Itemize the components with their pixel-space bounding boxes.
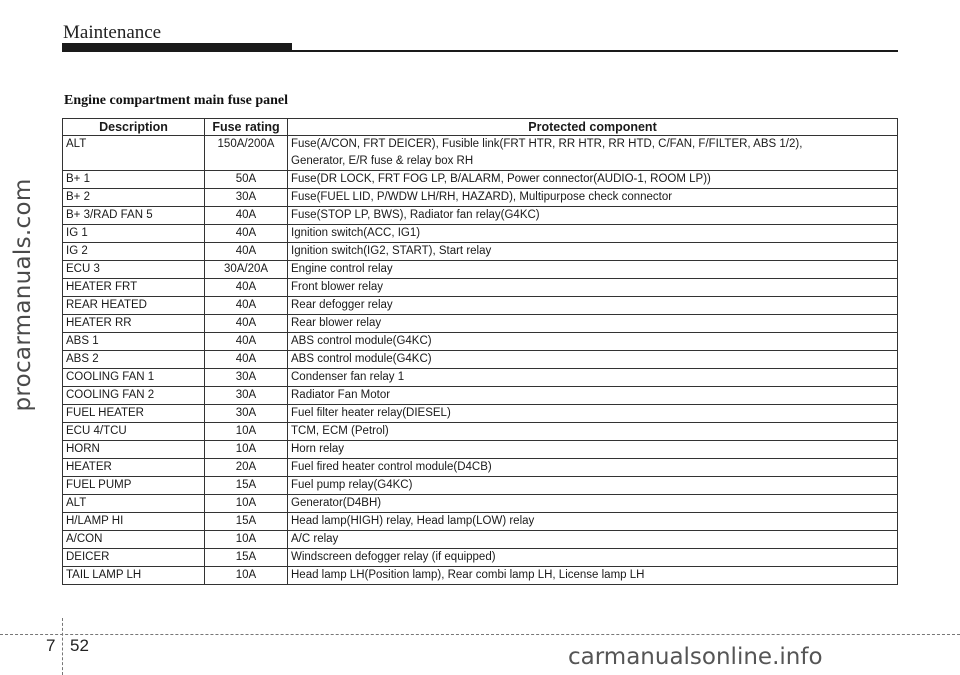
cell-description: B+ 2: [63, 189, 205, 207]
table-row: [63, 567, 898, 585]
cell-protected-component: Fuse(DR LOCK, FRT FOG LP, B/ALARM, Power connector(AUDIO-1, ROOM LP)): [288, 171, 898, 189]
cell-protected-component: Head lamp LH(Position lamp), Rear combi lamp LH, License lamp LH: [288, 567, 898, 585]
table-row: [63, 207, 898, 225]
table-row: [63, 136, 898, 171]
cell-description: HEATER FRT: [63, 279, 205, 297]
cell-fuse-rating: 10A: [205, 531, 288, 549]
cell-protected-component: ABS control module(G4KC): [288, 333, 898, 351]
cell-fuse-rating: 20A: [205, 459, 288, 477]
cell-description: REAR HEATED: [63, 297, 205, 315]
page-header-title: Maintenance: [63, 22, 162, 43]
page-number: 52: [70, 636, 89, 655]
cell-description: TAIL LAMP LH: [63, 567, 205, 585]
cell-protected-component: Fuse(FUEL LID, P/WDW LH/RH, HAZARD), Multipurpose check connector: [288, 189, 898, 207]
cell-fuse-rating: 30A/20A: [205, 261, 288, 279]
cell-protected-component: Fuse(STOP LP, BWS), Radiator fan relay(G4KC): [288, 207, 898, 225]
cell-fuse-rating: 50A: [205, 171, 288, 189]
cell-description: ALT: [63, 495, 205, 513]
table-row: [63, 387, 898, 405]
cell-fuse-rating: 40A: [205, 351, 288, 369]
cell-protected-component: Condenser fan relay 1: [288, 369, 898, 387]
cell-description: H/LAMP HI: [63, 513, 205, 531]
cell-protected-component: Fuel fired heater control module(D4CB): [288, 459, 898, 477]
table-row: [63, 495, 898, 513]
cell-fuse-rating: 40A: [205, 243, 288, 261]
footer-dashed-rule: [0, 634, 960, 635]
cell-fuse-rating: 40A: [205, 279, 288, 297]
table-row: [63, 369, 898, 387]
cell-fuse-rating: 30A: [205, 369, 288, 387]
cell-fuse-rating: 10A: [205, 441, 288, 459]
cell-protected-component: Ignition switch(IG2, START), Start relay: [288, 243, 898, 261]
table-row: [63, 189, 898, 207]
cell-component-line-1: Fuse(A/CON, FRT DEICER), Fusible link(FRT HTR, RR HTR, RR HTD, C/FAN, F/FILTER, ABS 1/2),: [291, 138, 803, 150]
cell-description: FUEL PUMP: [63, 477, 205, 495]
section-title: Engine compartment main fuse panel: [64, 93, 288, 108]
table-row: [63, 513, 898, 531]
cell-protected-component: Rear blower relay: [288, 315, 898, 333]
table-row: [63, 405, 898, 423]
cell-fuse-rating: 150A/200A: [205, 136, 288, 171]
cell-fuse-rating: 30A: [205, 387, 288, 405]
table-row: [63, 261, 898, 279]
cell-protected-component: TCM, ECM (Petrol): [288, 423, 898, 441]
cell-description: HEATER: [63, 459, 205, 477]
column-header-description: Description: [63, 119, 205, 136]
cell-protected-component: [288, 136, 898, 171]
cell-description: HEATER RR: [63, 315, 205, 333]
table-row: [63, 549, 898, 567]
cell-protected-component: Fuel filter heater relay(DIESEL): [288, 405, 898, 423]
cell-description: ABS 1: [63, 333, 205, 351]
cell-description: COOLING FAN 2: [63, 387, 205, 405]
table-row: [63, 477, 898, 495]
table-row: [63, 243, 898, 261]
cell-protected-component: Horn relay: [288, 441, 898, 459]
cell-fuse-rating: 30A: [205, 405, 288, 423]
table-row: [63, 441, 898, 459]
cell-description: ECU 4/TCU: [63, 423, 205, 441]
cell-fuse-rating: 30A: [205, 189, 288, 207]
footer-watermark: carmanualsonline.info: [568, 644, 823, 670]
side-watermark: procarmanuals.com: [10, 178, 36, 412]
cell-protected-component: Generator(D4BH): [288, 495, 898, 513]
cell-fuse-rating: 10A: [205, 495, 288, 513]
cell-component-line-2: Generator, E/R fuse & relay box RH: [291, 155, 474, 167]
cell-description: FUEL HEATER: [63, 405, 205, 423]
cell-fuse-rating: 40A: [205, 225, 288, 243]
cell-fuse-rating: 15A: [205, 513, 288, 531]
cell-protected-component: Head lamp(HIGH) relay, Head lamp(LOW) relay: [288, 513, 898, 531]
cell-protected-component: A/C relay: [288, 531, 898, 549]
cell-description: A/CON: [63, 531, 205, 549]
column-header-protected-component: Protected component: [288, 119, 898, 136]
cell-fuse-rating: 10A: [205, 567, 288, 585]
table-row: [63, 315, 898, 333]
cell-description: B+ 1: [63, 171, 205, 189]
cell-description: IG 1: [63, 225, 205, 243]
table-row: [63, 351, 898, 369]
cell-protected-component: ABS control module(G4KC): [288, 351, 898, 369]
cell-protected-component: Windscreen defogger relay (if equipped): [288, 549, 898, 567]
column-header-fuse-rating: Fuse rating: [205, 119, 288, 136]
cell-description: ECU 3: [63, 261, 205, 279]
cell-protected-component: Fuel pump relay(G4KC): [288, 477, 898, 495]
cell-description: B+ 3/RAD FAN 5: [63, 207, 205, 225]
table-row: [63, 297, 898, 315]
chapter-number: 7: [46, 636, 56, 655]
cell-protected-component: Radiator Fan Motor: [288, 387, 898, 405]
cell-description: ABS 2: [63, 351, 205, 369]
cell-description: COOLING FAN 1: [63, 369, 205, 387]
cell-fuse-rating: 15A: [205, 477, 288, 495]
cell-fuse-rating: 10A: [205, 423, 288, 441]
table-row: [63, 423, 898, 441]
footer-dashed-divider: [62, 618, 63, 675]
table-row: [63, 459, 898, 477]
cell-protected-component: Engine control relay: [288, 261, 898, 279]
cell-protected-component: Ignition switch(ACC, IG1): [288, 225, 898, 243]
cell-protected-component: Front blower relay: [288, 279, 898, 297]
cell-fuse-rating: 40A: [205, 297, 288, 315]
cell-description: IG 2: [63, 243, 205, 261]
cell-fuse-rating: 40A: [205, 315, 288, 333]
cell-protected-component: Rear defogger relay: [288, 297, 898, 315]
table-row: [63, 171, 898, 189]
table-row: [63, 279, 898, 297]
table-row: [63, 225, 898, 243]
cell-description: HORN: [63, 441, 205, 459]
cell-fuse-rating: 40A: [205, 207, 288, 225]
cell-description: ALT: [63, 136, 205, 171]
table-header-row: [63, 119, 898, 136]
header-rule: [62, 50, 898, 52]
fuse-table: [62, 118, 898, 585]
table-row: [63, 333, 898, 351]
cell-description: DEICER: [63, 549, 205, 567]
cell-fuse-rating: 15A: [205, 549, 288, 567]
table-row: [63, 531, 898, 549]
cell-fuse-rating: 40A: [205, 333, 288, 351]
